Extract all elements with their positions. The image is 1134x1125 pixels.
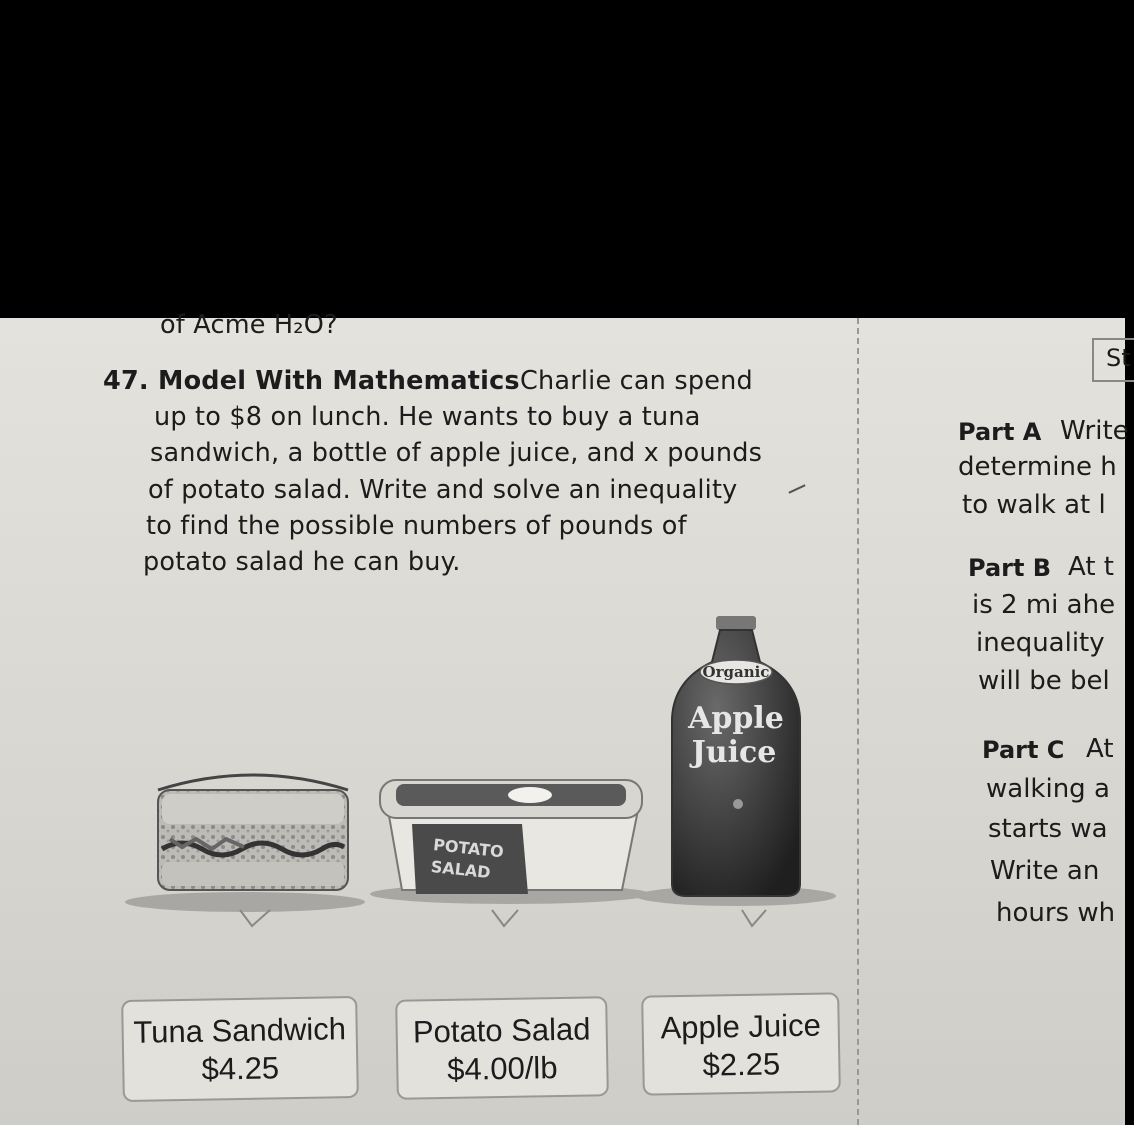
bottle-tag: Organic xyxy=(702,663,770,681)
part-c-line-2: walking a xyxy=(986,774,1110,804)
price-label-apple-juice xyxy=(641,992,841,1095)
problem-text-line-5: to find the possible numbers of pounds of xyxy=(146,511,687,541)
pencil-mark xyxy=(788,484,805,493)
tub-label-line-1: POTATO xyxy=(432,835,505,862)
lunch-illustration xyxy=(110,614,870,914)
part-c-label: Part C xyxy=(982,736,1065,764)
part-a-line-2: determine h xyxy=(958,452,1117,482)
price-label-potato-salad xyxy=(395,996,609,1100)
table-corner-text: St xyxy=(1106,344,1131,372)
item-price: $4.25 xyxy=(201,1050,280,1087)
bottle-label-line-1: Apple xyxy=(688,701,784,736)
part-c-line-1: At xyxy=(1086,734,1114,764)
table-corner-cell xyxy=(1092,338,1134,382)
part-b-label: Part B xyxy=(968,554,1052,582)
item-name: Potato Salad xyxy=(412,1011,591,1050)
part-c-line-3: starts wa xyxy=(988,814,1108,844)
textbook-page xyxy=(0,310,1131,1125)
apple-juice-bottle-image xyxy=(672,616,800,896)
price-label-tuna-sandwich xyxy=(121,996,359,1102)
problem-heading: Model With Mathematics xyxy=(158,366,520,396)
part-a-label: Part A xyxy=(958,418,1042,446)
part-b-line-4: will be bel xyxy=(978,666,1110,696)
tuna-sandwich-image xyxy=(158,775,348,890)
problem-text-line-1: Charlie can spend xyxy=(520,366,753,396)
potato-salad-image xyxy=(380,780,642,894)
part-b-line-1: At t xyxy=(1068,552,1114,582)
item-name: Tuna Sandwich xyxy=(133,1011,347,1050)
item-price: $2.25 xyxy=(702,1046,781,1083)
problem-number: 47. xyxy=(103,366,149,396)
part-a-line-1: Write xyxy=(1060,416,1129,446)
problem-text-line-6: potato salad he can buy. xyxy=(143,547,461,577)
previous-problem-text: of Acme H₂O? xyxy=(160,310,338,340)
part-b-line-2: is 2 mi ahe xyxy=(972,590,1116,620)
part-c-line-4: Write an xyxy=(990,856,1100,886)
problem-text-line-4: of potato salad. Write and solve an inequality xyxy=(148,475,738,505)
item-name: Apple Juice xyxy=(660,1007,822,1046)
problem-text-line-2: up to $8 on lunch. He wants to buy a tuna xyxy=(154,402,701,432)
problem-text-line-3: sandwich, a bottle of apple juice, and x pounds xyxy=(150,438,763,468)
tub-label-line-2: SALAD xyxy=(430,857,492,883)
part-a-line-3: to walk at l xyxy=(962,490,1106,520)
part-b-line-3: inequality xyxy=(976,628,1105,658)
part-c-line-5: hours wh xyxy=(996,898,1116,928)
bottle-label-line-2: Juice xyxy=(691,735,777,770)
item-price: $4.00/lb xyxy=(446,1050,558,1087)
